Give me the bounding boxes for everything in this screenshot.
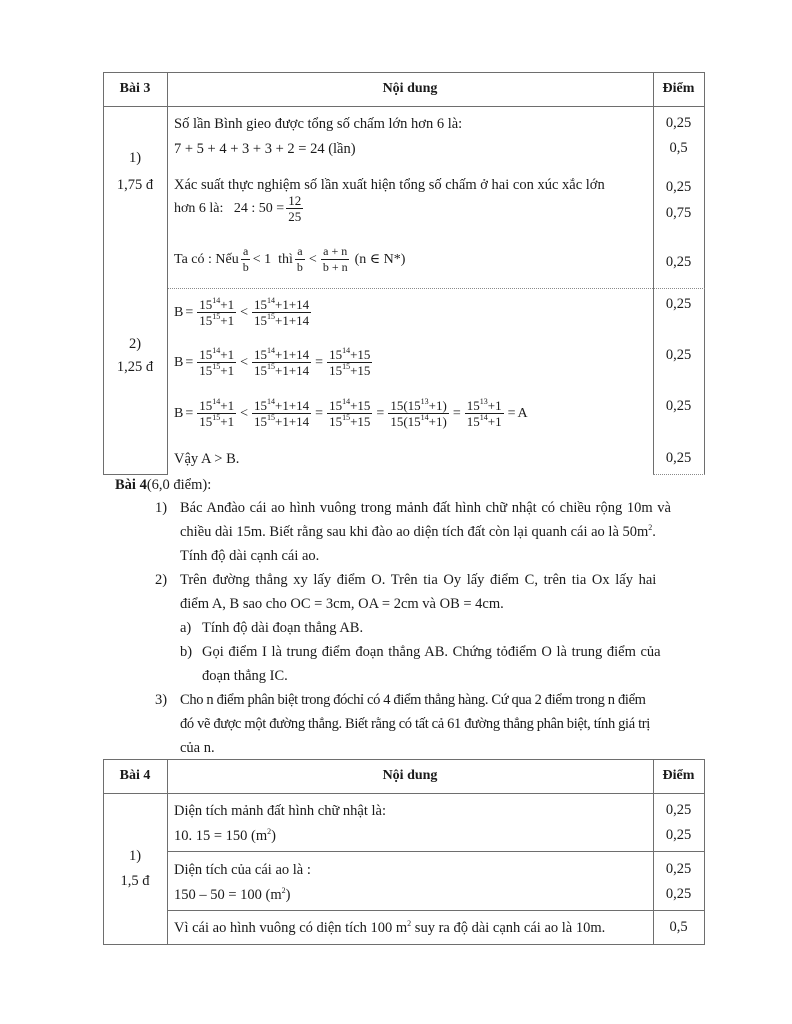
- fraction-numerator: $15^{14}+1+14$: [254, 397, 310, 413]
- fraction-denominator: $15^{15}+15$: [329, 362, 371, 378]
- fraction-numerator: $15^{13}+1$: [466, 397, 502, 413]
- item-number: 2): [155, 572, 168, 588]
- points-value: 0,25: [665, 254, 692, 270]
- part-label: 1): [128, 150, 142, 166]
- fraction-numerator: $15^{14}+1+14$: [254, 346, 310, 362]
- item-line: Bác Anđào cái ao hình vuông trong mảnh đất hình chữ nhật có chiều rộng 10m và: [180, 500, 671, 516]
- probability-text: hơn 6 là: 24 : 50 =: [174, 200, 285, 216]
- item-line: đoạn thẳng IC.: [202, 668, 288, 684]
- equals-sign: =: [315, 405, 324, 421]
- column-divider-2: [653, 759, 654, 945]
- points-value: 0,5: [669, 140, 688, 156]
- var-b: B: [174, 354, 184, 370]
- header-content: Nội dung: [382, 81, 438, 96]
- less-than-sign: <: [240, 304, 248, 320]
- fraction-3: [327, 347, 372, 378]
- item-number: b): [180, 644, 193, 660]
- fraction-numerator: a: [243, 244, 249, 258]
- content-line: 10. 15 = 150 $(m^2)$: [174, 827, 277, 844]
- item-number: a): [180, 620, 192, 636]
- item-line: Gọi điểm I là trung điểm đoạn thẳng AB. Chứng tỏđiểm O là trung điểm của: [202, 644, 661, 660]
- points-value: 0,25: [665, 802, 692, 818]
- fraction-2: [252, 347, 311, 378]
- item-line: chiều dài 15m. Biết rằng sau khi đào ao diện tích đất còn lại quanh cái ao là $50m^2$.: [180, 523, 656, 540]
- table-border-right: [704, 72, 705, 475]
- rule-prefix: Ta có : Nếu: [174, 251, 239, 267]
- fraction-3: [327, 398, 372, 429]
- fraction-denominator: b: [242, 260, 249, 274]
- fraction-numerator: 12: [288, 193, 302, 208]
- equals-sign: =: [452, 405, 461, 421]
- item-number: 1): [155, 500, 168, 516]
- fraction-denominator: $15^{15}+1+14$: [254, 413, 310, 429]
- header-exercise: Bài 4: [119, 768, 151, 783]
- fraction-denominator: $15^{15}+1$: [199, 413, 235, 429]
- item-line: điểm A, B sao cho OC = 3cm, OA = 2cm và OB = 4cm.: [180, 596, 504, 612]
- equals-sign: =: [185, 304, 194, 320]
- item-line: Cho n điểm phân biệt trong đóchỉ có 4 điểm thẳng hàng. Cứ qua 2 điểm trong n điểm: [180, 692, 646, 708]
- fraction-a-b: [241, 244, 251, 275]
- item-line: Tính độ dài cạnh cái ao.: [180, 548, 320, 564]
- points-value: 0,25: [665, 861, 692, 877]
- header-divider: [103, 793, 705, 794]
- problem-title-rest: (6,0 điểm):: [146, 477, 212, 493]
- fraction-2: [252, 297, 311, 328]
- fraction-b: [197, 398, 236, 429]
- item-line: của n.: [180, 740, 215, 756]
- header-content: Nội dung: [382, 768, 438, 783]
- table-border-top: [103, 759, 705, 760]
- fraction-numerator: a: [297, 244, 303, 258]
- item-number: 3): [155, 692, 168, 708]
- header-points: Điểm: [662, 81, 695, 96]
- column-divider-1: [167, 759, 168, 945]
- inequality-step-2: [174, 347, 374, 378]
- fraction-b: [197, 347, 236, 378]
- probability-line: [174, 193, 305, 224]
- header-divider: [103, 106, 705, 107]
- fraction-denominator: $15^{15}+1+14$: [254, 362, 310, 378]
- fraction-denominator: b: [296, 260, 303, 274]
- equals-sign: =: [507, 405, 516, 421]
- points-value: 0,25: [665, 179, 692, 195]
- fraction-numerator: a + n: [323, 244, 348, 258]
- fraction-4: [388, 398, 449, 429]
- table-border-bottom: [103, 944, 705, 945]
- points-value: 0,25: [665, 450, 692, 466]
- fraction-denominator: 25: [288, 209, 302, 224]
- fraction-denominator: $15^{15}+1$: [199, 312, 235, 328]
- fraction-a-b: [295, 244, 305, 275]
- fraction-denominator: $15^{15}+1$: [199, 362, 235, 378]
- column-divider-1: [167, 72, 168, 475]
- content-line: 7 + 5 + 4 + 3 + 3 + 2 = 24 (lần): [174, 141, 356, 157]
- content-line: Xác suất thực nghiệm số lần xuất hiện tổng số chấm ở hai con xúc xắc lớn: [174, 177, 605, 193]
- points-value: 0,5: [669, 919, 688, 935]
- header-exercise: Bài 3: [119, 81, 151, 96]
- fraction-numerator: $15^{14}+1$: [199, 346, 235, 362]
- fraction-5: [465, 398, 504, 429]
- var-b: B: [174, 405, 184, 421]
- part-label: 1): [128, 848, 142, 864]
- fraction-12-25: [286, 193, 303, 224]
- less-than-sign: <: [308, 251, 317, 267]
- part-score: 1,25 đ: [116, 359, 154, 375]
- fraction-numerator: $15^{14}+1$: [199, 296, 235, 312]
- table-border-top: [103, 72, 705, 73]
- fraction-2: [252, 398, 311, 429]
- fraction-numerator: $15(15^{13}+1)$: [390, 397, 447, 413]
- fraction-numerator: $15^{14}+1$: [199, 397, 235, 413]
- content-line: Số lần Bình gieo được tổng số chấm lớn hơn 6 là:: [174, 116, 463, 132]
- part-score: 1,5 đ: [120, 873, 150, 889]
- less-than-sign: <: [240, 405, 248, 421]
- rule-domain: (n ∈ N*): [354, 252, 406, 267]
- problem-title-bold: Bài 4: [115, 477, 147, 493]
- item-line: Tính độ dài đoạn thẳng AB.: [202, 620, 364, 636]
- equals-sign: =: [315, 354, 324, 370]
- content-line: Diện tích của cái ao là :: [174, 862, 311, 878]
- rule-condition: < 1 thì: [252, 251, 293, 267]
- points-value: 0,25: [665, 115, 692, 131]
- row-divider: [167, 851, 705, 852]
- fraction-denominator: $15^{14}+1$: [466, 413, 502, 429]
- item-line: đó vẽ được một đường thẳng. Biết rằng có tất cả 61 đường thẳng phân biệt, tính giá trị: [180, 716, 650, 732]
- part-separator: [168, 288, 705, 289]
- var-b: B: [174, 304, 184, 320]
- points-value: 0,25: [665, 398, 692, 414]
- content-line: Vì cái ao hình vuông có diện tích 100 $m^2$ suy ra độ dài cạnh cái ao là 10m.: [174, 919, 606, 936]
- inequality-step-1: [174, 297, 313, 328]
- part-score: 1,75 đ: [116, 177, 154, 193]
- equals-sign: =: [185, 354, 194, 370]
- points-value: 0,25: [665, 296, 692, 312]
- inequality-step-3: [174, 398, 528, 429]
- equals-sign: =: [185, 405, 194, 421]
- problem-title: [115, 474, 211, 496]
- table-border-right: [704, 759, 705, 945]
- points-value: 0,25: [665, 347, 692, 363]
- equals-sign: =: [376, 405, 385, 421]
- fraction-denominator: $15^{15}+1+14$: [254, 312, 310, 328]
- table-border-left: [103, 72, 104, 475]
- fraction-denominator: $15^{15}+15$: [329, 413, 371, 429]
- fraction-a-plus-n: [321, 244, 350, 275]
- content-line: Diện tích mảnh đất hình chữ nhật là:: [174, 803, 387, 819]
- fraction-numerator: $15^{14}+1+14$: [254, 296, 310, 312]
- item-line: Trên đường thẳng xy lấy điểm O. Trên tia Oy lấy điểm C, trên tia Ox lấy hai: [180, 572, 657, 588]
- points-value: 0,75: [665, 205, 692, 221]
- fraction-numerator: $15^{14}+15$: [329, 397, 371, 413]
- points-cell-bottom-border: [653, 474, 705, 475]
- fraction-denominator: $15(15^{14}+1)$: [390, 413, 447, 429]
- var-a: A: [517, 405, 528, 421]
- points-value: 0,25: [665, 886, 692, 902]
- content-line: 150 – 50 = 100 $(m^2)$: [174, 886, 291, 903]
- points-value: 0,25: [665, 827, 692, 843]
- fraction-numerator: $15^{14}+15$: [329, 346, 371, 362]
- fraction-denominator: b + n: [322, 260, 348, 274]
- less-than-sign: <: [240, 354, 248, 370]
- part-label: 2): [128, 336, 142, 352]
- rule-line: [174, 244, 405, 275]
- row-divider: [167, 910, 705, 911]
- conclusion: Vậy A > B.: [174, 451, 240, 467]
- fraction-b: [197, 297, 236, 328]
- header-points: Điểm: [662, 768, 695, 783]
